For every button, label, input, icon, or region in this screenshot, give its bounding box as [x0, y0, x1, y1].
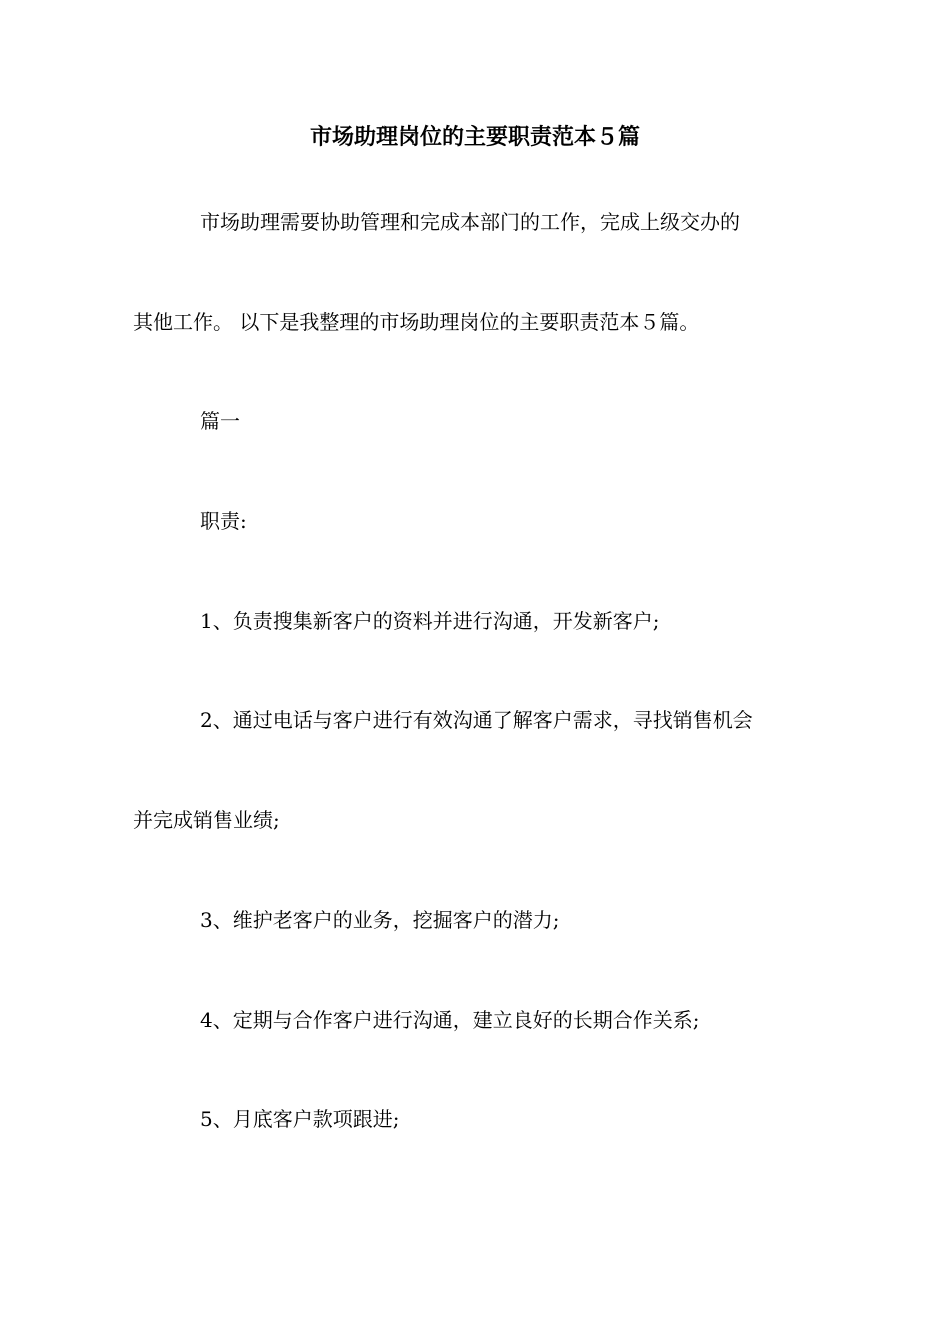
duty-item-3: 3、维护老客户的业务，挖掘客户的潜力;	[200, 908, 560, 932]
document-title: 市场助理岗位的主要职责范本５篇	[309, 125, 640, 150]
duty-item-4: 4、定期与合作客户进行沟通，建立良好的长期合作关系;	[200, 1008, 700, 1032]
intro-line-1: 市场助理需要协助管理和完成本部门的工作，完成上级交办的	[200, 210, 740, 234]
duty-item-2-continuation: 并完成销售业绩;	[133, 808, 280, 832]
duty-item-5: 5、月底客户款项跟进;	[200, 1107, 400, 1131]
section-heading: 篇一	[200, 409, 240, 433]
duty-item-2: 2、通过电话与客户进行有效沟通了解客户需求，寻找销售机会	[200, 708, 753, 732]
duty-item-1: 1、负责搜集新客户的资料并进行沟通，开发新客户;	[200, 609, 660, 633]
intro-line-2: 其他工作。 以下是我整理的市场助理岗位的主要职责范本５篇。	[133, 310, 700, 334]
duties-heading: 职责:	[200, 509, 247, 533]
